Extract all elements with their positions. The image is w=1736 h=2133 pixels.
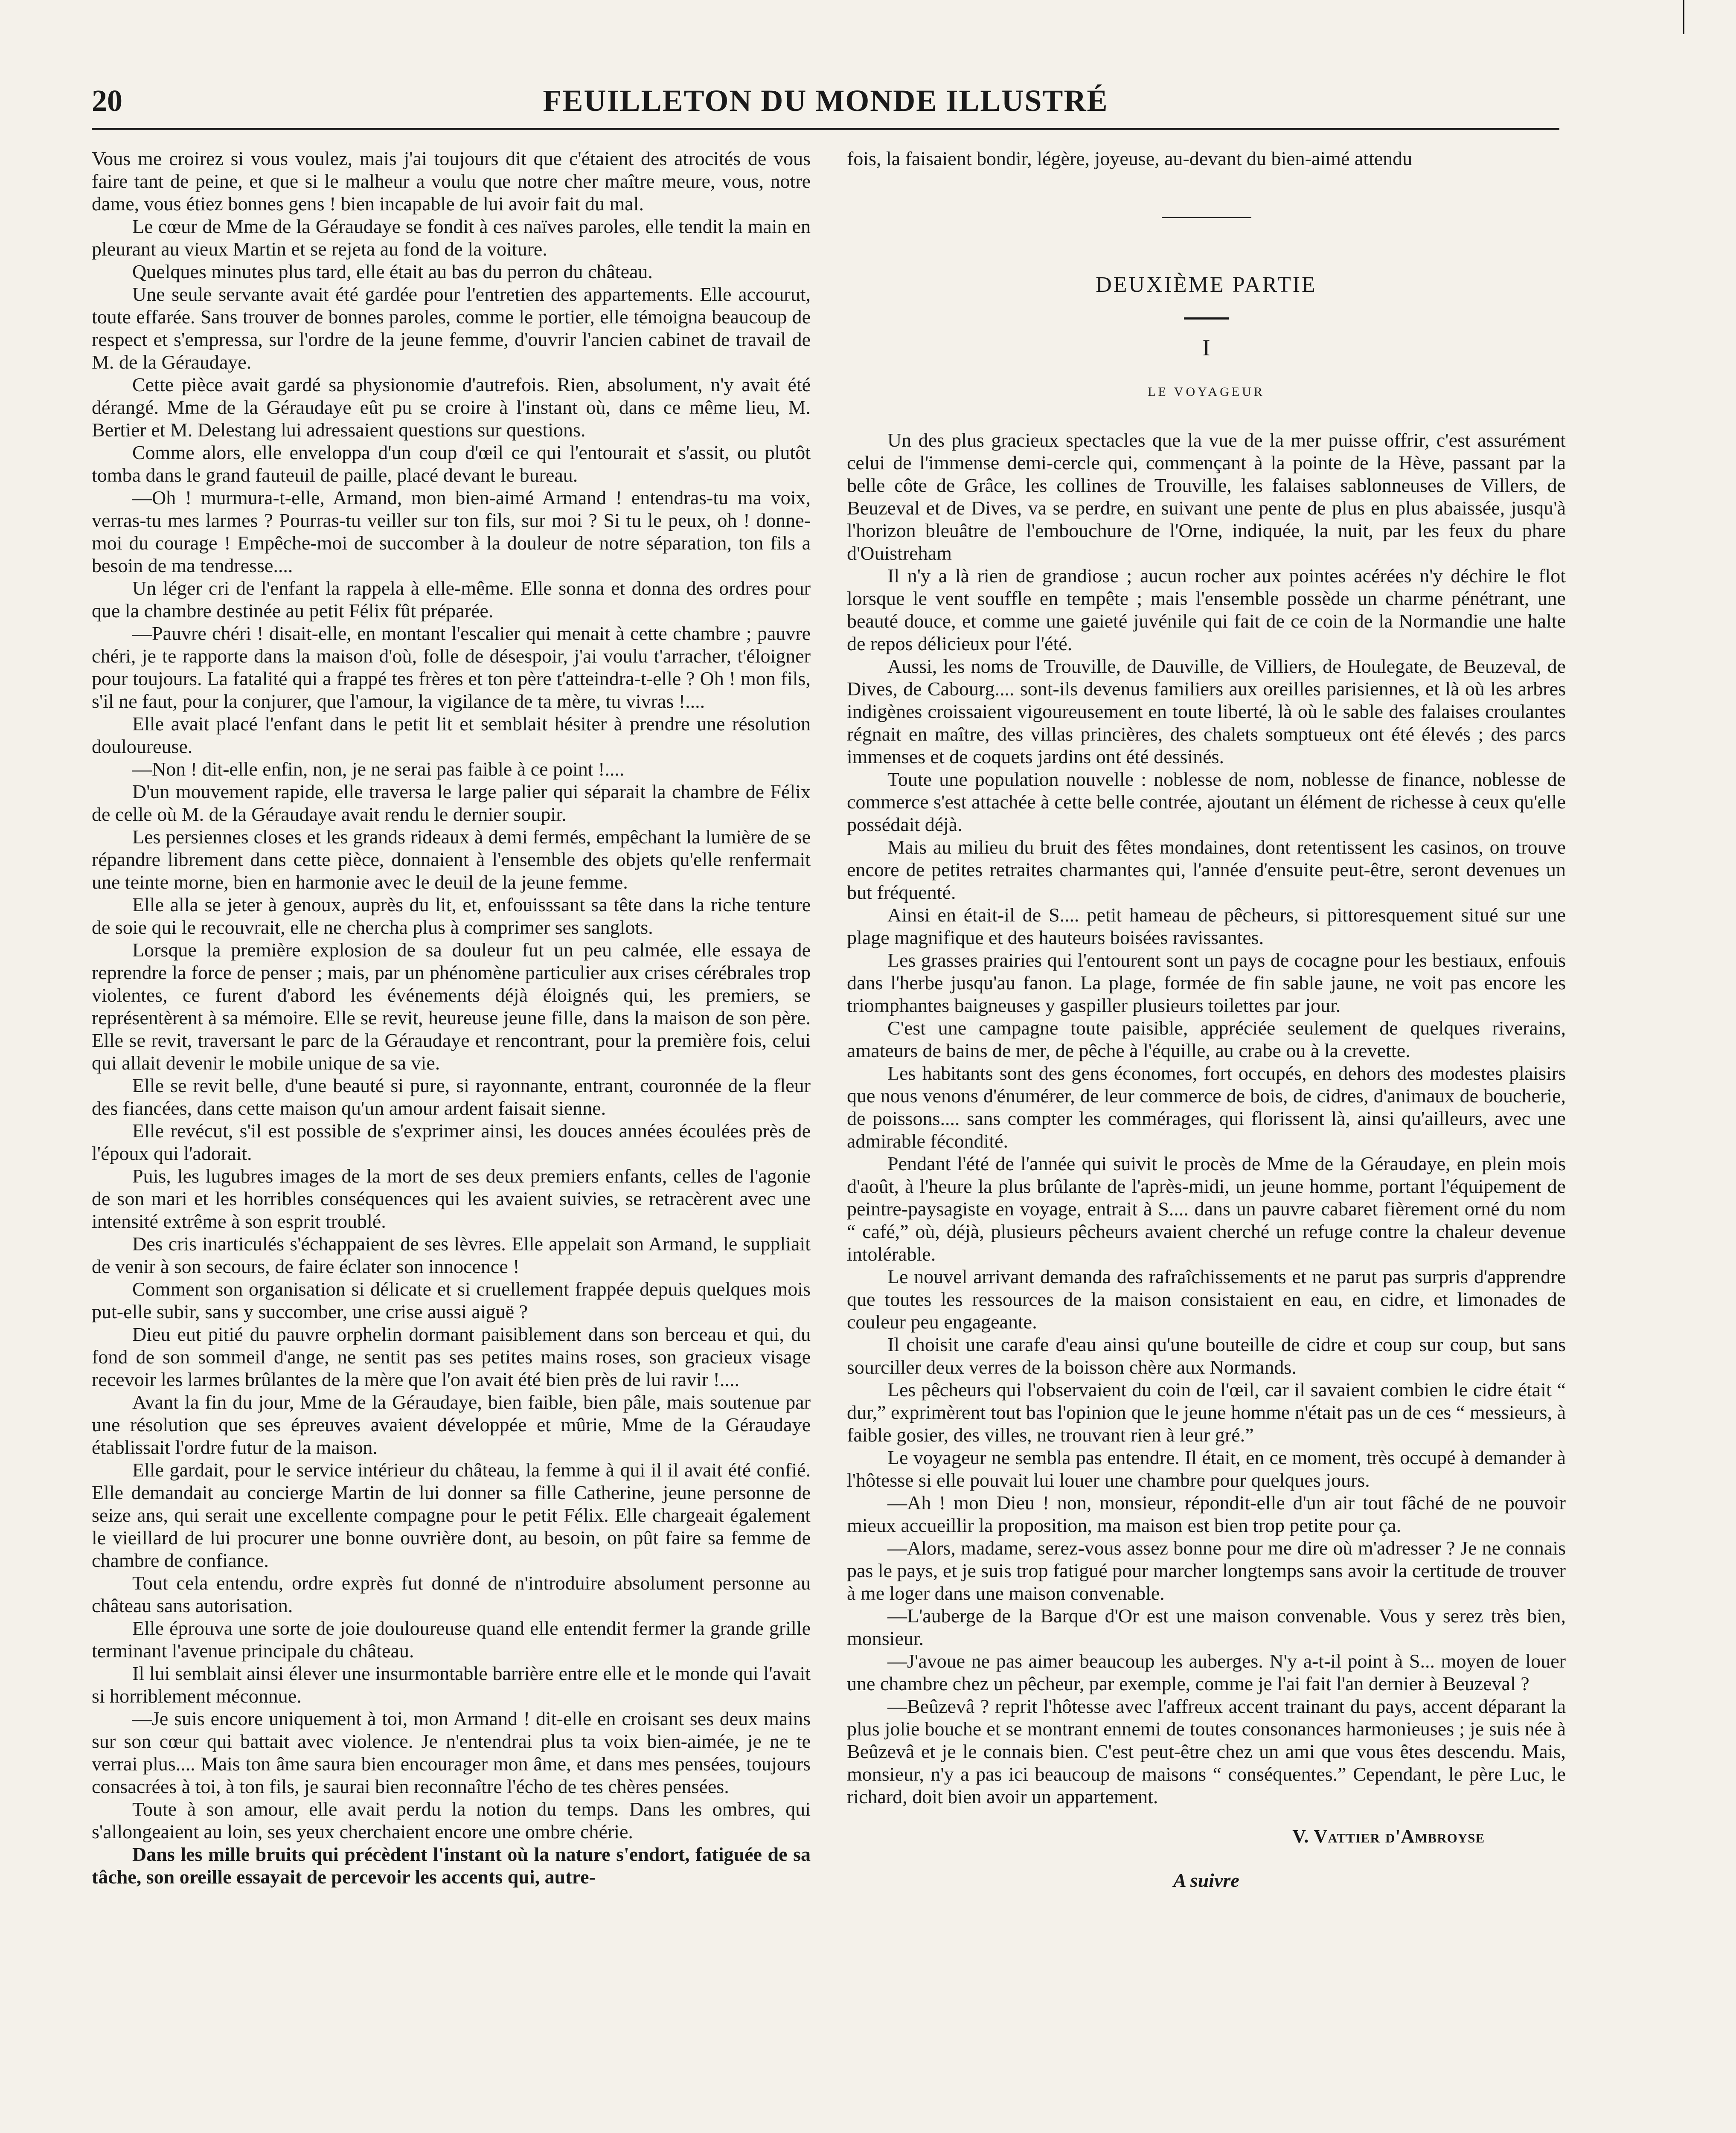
- running-title: FEUILLETON DU MONDE ILLUSTRÉ: [543, 84, 1108, 118]
- continuation-line: fois, la faisaient bondir, légère, joyeuse, au-devant du bien-aimé attendu: [847, 148, 1413, 169]
- paragraph: C'est une campagne toute paisible, appréciée seulement de quelques riverains, amateurs de bains de mer, de pêche à l'équille, au crabe ou à la crevette.: [847, 1017, 1566, 1061]
- paragraph: Puis, les lugubres images de la mort de ses deux premiers enfants, celles de l'agonie de son mari et les horribles conséquences qui les avaient suivies, se retracèrent avec une intensité extrême à son esprit troublé.: [92, 1165, 811, 1232]
- paragraph: Il lui semblait ainsi élever une insurmontable barrière entre elle et le monde qui l'avait si horriblement méconnue.: [92, 1662, 811, 1707]
- paragraph: Des cris inarticulés s'échappaient de ses lèvres. Elle appelait son Armand, le suppliait de venir à son secours, de faire éclater son innocence !: [92, 1233, 811, 1277]
- paragraph: Le voyageur ne sembla pas entendre. Il était, en ce moment, très occupé à demander à l'hôtesse si elle pouvait lui louer une chambre pour quelques jours.: [847, 1447, 1566, 1491]
- paragraph: Toute à son amour, elle avait perdu la notion du temps. Dans les ombres, qui s'allongeaient au loin, ses yeux cherchaient encore une ombre chérie.: [92, 1798, 811, 1842]
- page-number: 20: [92, 84, 122, 118]
- paragraph: Les habitants sont des gens économes, fort occupés, en dehors des modestes plaisirs que nous venons d'énumérer, de leur commerce de bois, de cidres, d'animaux de boucherie, de poissons.... sans compter les commérages, qui florissent là, ainsi qu'ailleurs, avec une admirable fécondité.: [847, 1062, 1566, 1152]
- paragraph: Le cœur de Mme de la Géraudaye se fondit à ces naïves paroles, elle tendit la main en pleurant au vieux Martin et se rejeta au fond de la voiture.: [92, 215, 811, 260]
- paragraph: Le nouvel arrivant demanda des rafraîchissements et ne parut pas surpris d'apprendre que toutes les ressources de la maison consistaient en eau, en cidre, et limonades de couleur peu engageante.: [847, 1266, 1566, 1333]
- paragraph: Les persiennes closes et les grands rideaux à demi fermés, empêchant la lumière de se répandre librement dans cette pièce, donnaient à l'ensemble des objets qu'elle renfermait une teinte morne, bien en harmonie avec le deuil de la jeune femme.: [92, 826, 811, 893]
- paragraph: —L'auberge de la Barque d'Or est une maison convenable. Vous y serez très bien, monsieur.: [847, 1605, 1566, 1649]
- paragraph: Un des plus gracieux spectacles que la vue de la mer puisse offrir, c'est assurément celui de l'immense demi-cercle qui, commençant à la pointe de la Hève, passant par la belle côte de Grâce, les collines de Trouville, les falaises sablonneuses de Villers, de Beuzeval et de Dives, va se perdre, en suivant une pente de plus en plus abaissée, jusqu'à l'horizon bleuâtre de l'embouchure de l'Orne, indiquée, la nuit, par les feux du phare d'Ouistreham: [847, 429, 1566, 564]
- paragraph: Elle gardait, pour le service intérieur du château, la femme à qui il il avait été confié. Elle demandait au concierge Martin de lui donner sa fille Catherine, jeune personne de seize ans, qui serait une excellente compagne pour le petit Félix. Elle chargeait également le vieillard de lui procurer une bonne ouvrière dont, au besoin, on pût faire sa femme de chambre de confiance.: [92, 1459, 811, 1571]
- title-divider: [1184, 317, 1229, 320]
- paragraph: Elle éprouva une sorte de joie douloureuse quand elle entendit fermer la grande grille terminant l'avenue principale du château.: [92, 1617, 811, 1662]
- paragraph: Elle revécut, s'il est possible de s'exprimer ainsi, les douces années écoulées près de l'époux qui l'adorait.: [92, 1120, 811, 1164]
- paragraph: Dieu eut pitié du pauvre orphelin dormant paisiblement dans son berceau et qui, du fond de son sommeil d'ange, ne sentit pas ses petites mains roses, son gracieux visage recevoir les larmes brûlantes de la mère que l'on avait été bien près de lui ravir !....: [92, 1323, 811, 1390]
- paragraph: Aussi, les noms de Trouville, de Dauville, de Villiers, de Houlegate, de Beuzeval, de Dives, de Cabourg.... sont-ils devenus familiers aux oreilles parisiennes, et là où les arbres indigènes croissaient vigoureusement en toute liberté, là où le sable des falaises croulantes régnait en maître, des villas princières, des chalets somptueux ont été élevés ; des parcs immenses et de coquets jardins ont été dessinés.: [847, 655, 1566, 767]
- chapter-number: I: [1202, 335, 1210, 360]
- paragraph: Lorsque la première explosion de sa douleur fut un peu calmée, elle essaya de reprendre la force de penser ; mais, par un phénomène particulier aux crises cérébrales trop violentes, ce furent d'abord les événements déjà éloignés qui, les premiers, se représentèrent à sa mémoire. Elle se revit, heureuse jeune fille, dans la maison de son père. Elle se revit, traversant le parc de la Géraudaye et rencontrant, pour la première fois, celui qui allait devenir le mobile unique de sa vie.: [92, 939, 811, 1074]
- paragraph: Avant la fin du jour, Mme de la Géraudaye, bien faible, bien pâle, mais soutenue par une résolution que ses épreuves avaient développée et mûrie, Mme de la Géraudaye établissait l'ordre futur de la maison.: [92, 1391, 811, 1458]
- paragraph: Mais au milieu du bruit des fêtes mondaines, dont retentissent les casinos, on trouve encore de petites retraites charmantes qui, l'année d'ensuite peut-être, seront devenues un but fréquenté.: [847, 836, 1566, 903]
- paragraph: —Alors, madame, serez-vous assez bonne pour me dire où m'adresser ? Je ne connais pas le pays, et je suis trop fatigué pour marcher longtemps sans avoir la certitude de trouver à me loger dans une maison convenable.: [847, 1537, 1566, 1604]
- paragraph: Tout cela entendu, ordre exprès fut donné de n'introduire absolument personne au château sans autorisation.: [92, 1572, 811, 1616]
- paragraph: Ainsi en était-il de S.... petit hameau de pêcheurs, si pittoresquement situé sur une plage magnifique et des hauteurs boisées ravissantes.: [847, 904, 1566, 948]
- paragraph: Cette pièce avait gardé sa physionomie d'autrefois. Rien, absolument, n'y avait été dérangé. Mme de la Géraudaye eût pu se croire à l'instant où, dans ce même lieu, M. Bertier et M. Delestang lui adressaient questions sur questions.: [92, 374, 811, 441]
- paragraph: —Oh ! murmura-t-elle, Armand, mon bien-aimé Armand ! entendras-tu ma voix, verras-tu mes larmes ? Pourras-tu veiller sur ton fils, sur moi ? Si tu le peux, oh ! donne-moi du courage ! Empêche-moi de succomber à la douleur de notre séparation, ton fils a besoin de ma tendresse....: [92, 487, 811, 576]
- paragraph: —Je suis encore uniquement à toi, mon Armand ! dit-elle en croisant ses deux mains sur son cœur qui battait avec violence. Je n'entendrai plus ta voix bien-aimée, je ne te verrai plus.... Mais ton âme saura bien encourager mon âme, et dans mes pensées, toujours consacrées à toi, à ton fils, je saurai bien reconnaître l'écho de tes chères pensées.: [92, 1708, 811, 1797]
- paragraph: Les grasses prairies qui l'entourent sont un pays de cocagne pour les bestiaux, enfouis dans l'herbe jusqu'au fanon. La plage, formée de fin sable jaune, ne voit pas encore les triomphantes baigneuses y gaspiller plusieurs toilettes par jour.: [847, 949, 1566, 1016]
- paragraph: Elle alla se jeter à genoux, auprès du lit, et, enfouisssant sa tête dans la riche tenture de soie qui le recouvrait, elle ne chercha plus à comprimer ses sanglots.: [92, 894, 811, 938]
- author-signature: V. Vattier d'Ambroyse: [1292, 1826, 1485, 1847]
- paragraph: —Ah ! mon Dieu ! non, monsieur, répondit-elle d'un air tout fâché de ne pouvoir mieux accueillir la proposition, ma maison est bien trop petite pour ça.: [847, 1492, 1566, 1536]
- header-rule: [92, 128, 1559, 130]
- paragraph: D'un mouvement rapide, elle traversa le large palier qui séparait la chambre de Félix de celle où M. de la Géraudaye avait rendu le dernier soupir.: [92, 781, 811, 825]
- paragraph: Les pêcheurs qui l'observaient du coin de l'œil, car il savaient combien le cidre était “ dur,” exprimèrent tout bas l'opinion que le jeune homme n'était pas un de ces “ messieurs, à faible gosier, des villes, ne trouvant rien à leur gré.”: [847, 1379, 1566, 1446]
- paragraph: Toute une population nouvelle : noblesse de nom, noblesse de finance, noblesse de commerce s'est attachée à cette belle contrée, ajoutant un élément de richesse à ceux qu'elle possédait déjà.: [847, 768, 1566, 835]
- paragraph: —Beûzevâ ? reprit l'hôtesse avec l'affreux accent trainant du pays, accent déparant la plus jolie bouche et se montrant ennemi de toutes consonances harmonieuses ; je suis née à Beûzevâ et je le connais bien. C'est peut-être chez un ami que vous êtes descendu. Mais, monsieur, n'y a pas ici beaucoup de maisons “ conséquentes.” Cependant, le père Luc, le richard, doit bien avoir un appartement.: [847, 1695, 1566, 1808]
- paragraph: Elle se revit belle, d'une beauté si pure, si rayonnante, entrant, couronnée de la fleur des fiancées, dans cette maison qu'un amour ardent faisait sienne.: [92, 1075, 811, 1119]
- paragraph: Vous me croirez si vous voulez, mais j'ai toujours dit que c'étaient des atrocités de vous faire tant de peine, et que si le malheur a voulu que notre cher maître meure, vous, notre dame, vous étiez bonnes gens ! bien incapable de lui avoir fait du mal.: [92, 148, 811, 215]
- page-header: [92, 83, 1559, 130]
- edge-mark: [1683, 0, 1684, 34]
- chapter-title: LE VOYAGEUR: [1148, 385, 1265, 399]
- paragraph: Il n'y a là rien de grandiose ; aucun rocher aux pointes acérées n'y déchire le flot lorsque le vent souffle en tempête ; mais l'ensemble possède un charme pénétrant, une beauté douce, et comme une gaieté juvénile qui fait de ce coin de la Normandie une halte de repos délicieux pour l'été.: [847, 565, 1566, 654]
- paragraph: —J'avoue ne pas aimer beaucoup les auberges. N'y a-t-il point à S... moyen de louer une chambre chez un pêcheur, par exemple, comme je l'ai fait l'an dernier à Beuzeval ?: [847, 1650, 1566, 1694]
- paragraph: Un léger cri de l'enfant la rappela à elle-même. Elle sonna et donna des ordres pour que la chambre destinée au petit Félix fût préparée.: [92, 577, 811, 622]
- part-title: DEUXIÈME PARTIE: [1096, 273, 1317, 297]
- section-divider: [1162, 217, 1251, 218]
- right-column: [847, 147, 1566, 2133]
- paragraph: Quelques minutes plus tard, elle était au bas du perron du château.: [132, 261, 653, 282]
- paragraph: Une seule servante avait été gardée pour l'entretien des appartements. Elle accourut, toute effarée. Sans trouver de bonnes paroles, comme le portier, elle témoigna beaucoup de respect et s'empressa, sur l'ordre de la jeune femme, d'ouvrir l'ancien cabinet de travail de M. de la Géraudaye.: [92, 283, 811, 373]
- left-column: [92, 147, 811, 2133]
- paragraph: Il choisit une carafe d'eau ainsi qu'une bouteille de cidre et coup sur coup, but sans sourciller deux verres de la boisson chère aux Normands.: [847, 1334, 1566, 1378]
- to-be-continued: A suivre: [1173, 1869, 1239, 1891]
- paragraph: Pendant l'été de l'année qui suivit le procès de Mme de la Géraudaye, en plein mois d'août, à l'heure la plus brûlante de l'après-midi, un jeune homme, portant l'équipement de peintre-paysagiste en voyage, entrait à S.... dans un pauvre cabaret fièrement orné du nom “ café,” où, déjà, plusieurs pêcheurs avaient cherché un refuge contre la chaleur devenue intolérable.: [847, 1153, 1566, 1265]
- paragraph: —Pauvre chéri ! disait-elle, en montant l'escalier qui menait à cette chambre ; pauvre chéri, je te rapporte dans la maison d'où, folle de désespoir, j'ai voulu t'arracher, t'éloigner pour toujours. La fatalité qui a frappé tes frères et ton père t'atteindra-t-elle ? Oh ! mon fils, s'il ne faut, pour la conjurer, que l'amour, la vigilance de ta mère, tu vivras !....: [92, 622, 811, 712]
- paragraph: Comme alors, elle enveloppa d'un coup d'œil ce qui l'entourait et s'assit, ou plutôt tomba dans le grand fauteuil de paille, placé devant le bureau.: [92, 442, 811, 486]
- paragraph: Dans les mille bruits qui précèdent l'instant où la nature s'endort, fatiguée de sa tâche, son oreille essayait de percevoir les accents qui, autre-: [92, 1843, 811, 1888]
- paragraph: Elle avait placé l'enfant dans le petit lit et semblait hésiter à prendre une résolution douloureuse.: [92, 713, 811, 757]
- paragraph: —Non ! dit-elle enfin, non, je ne serai pas faible à ce point !....: [132, 758, 625, 780]
- paragraph: Comment son organisation si délicate et si cruellement frappée depuis quelques mois put-elle subir, sans y succomber, une crise aussi aiguë ?: [92, 1278, 811, 1322]
